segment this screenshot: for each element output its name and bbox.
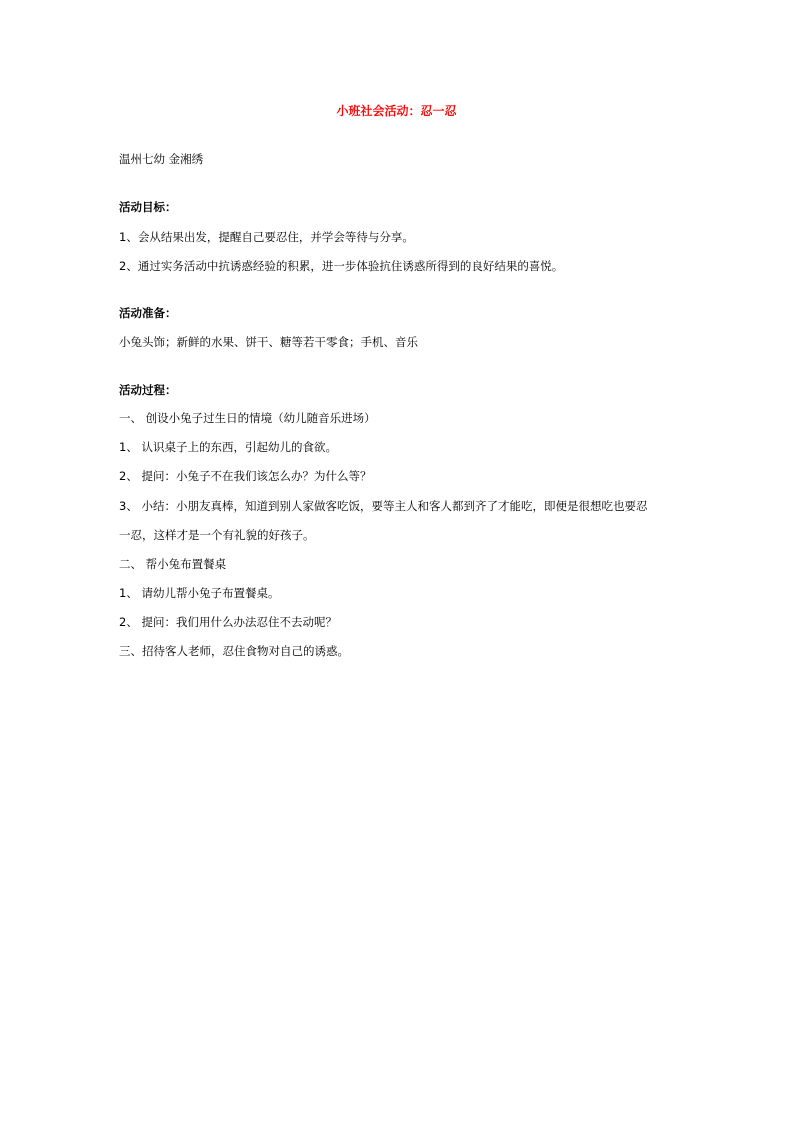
process-line: 1、 认识桌子上的东西，引起幼儿的食欲。 xyxy=(119,440,337,454)
process-line: 一忍，这样才是一个有礼貌的好孩子。 xyxy=(119,528,315,542)
goals-heading: 活动目标： xyxy=(119,200,177,214)
document-title: 小班社会活动：忍一忍 xyxy=(336,104,457,118)
process-line: 2、 提问：我们用什么办法忍住不去动呢？ xyxy=(119,615,337,629)
author-line: 温州七幼 金湘绣 xyxy=(119,152,204,166)
process-heading: 活动过程： xyxy=(119,383,177,397)
process-line: 一、 创设小兔子过生日的情境（幼儿随音乐进场） xyxy=(119,411,376,425)
process-line: 三、招待客人老师，忍住食物对自己的诱惑。 xyxy=(119,644,349,658)
process-line: 3、 小结：小朋友真棒，知道到别人家做客吃饭，要等主人和客人都到齐了才能吃，即便是很想吃也要忍 xyxy=(119,499,648,513)
goal-item: 1、会从结果出发，提醒自己要忍住，并学会等待与分享。 xyxy=(119,230,414,244)
preparation-heading: 活动准备： xyxy=(119,306,177,320)
process-line: 2、 提问：小兔子不在我们该怎么办？为什么等？ xyxy=(119,469,372,483)
preparation-text: 小兔头饰；新鲜的水果、饼干、糖等若干零食；手机、音乐 xyxy=(119,335,418,349)
process-line: 二、 帮小兔布置餐桌 xyxy=(119,557,227,571)
process-line: 1、 请幼儿帮小兔子布置餐桌。 xyxy=(119,586,280,600)
goal-item: 2、通过实务活动中抗诱惑经验的积累，进一步体验抗住诱惑所得到的良好结果的喜悦。 xyxy=(119,259,564,273)
